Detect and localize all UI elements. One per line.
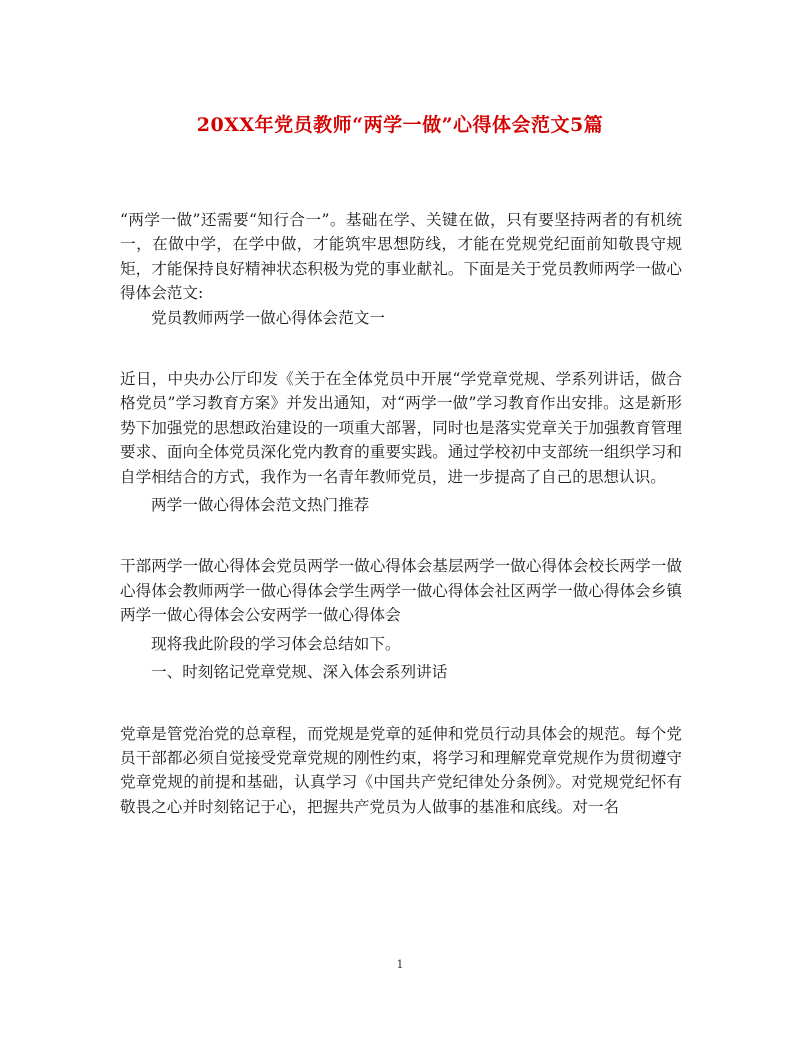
section-heading-essay-one: 党员教师两学一做心得体会范文一	[151, 308, 385, 327]
document-body	[120, 208, 682, 819]
paragraph-gap	[120, 685, 682, 722]
intro-paragraph: “两学一做”还需要“知行合一”。基础在学、关键在做，只有要坚持两者的有机统一，在做中学，在学中做，才能筑牢思想防线，才能在党规党纪面前知敬畏守规矩，才能保持良好精神状态积极为党的事业献礼。下面是关于党员教师两学一做心得体会范文:	[120, 211, 682, 303]
body-paragraph-recommendation-list: 干部两学一做心得体会党员两学一做心得体会基层两学一做心得体会校长两学一做心得体会教师两学一做心得体会学生两学一做心得体会社区两学一做心得体会乡镇两学一做心得体会公安两学一做心得体会	[120, 557, 682, 625]
section-heading-recommendations: 两学一做心得体会范文热门推荐	[151, 496, 370, 515]
summary-line: 现将我此阶段的学习体会总结如下。	[151, 634, 401, 653]
page-number: 1	[396, 958, 404, 971]
body-paragraph-party-constitution: 党章是管党治党的总章程，而党规是党章的延伸和党员行动具体会的规范。每个党员干部都必须自觉接受党章党规的刚性约束，将学习和理解党章党规作为贯彻遵守党章党规的前提和基础，认真学习《中国共产党纪律处分条例》。对党规党纪怀有敬畏之心并时刻铭记于心，把握共产党员为人做事的基准和底线。对一名	[120, 724, 682, 816]
document-title: 20XX年党员教师“两学一做”心得体会范文5篇	[196, 114, 604, 136]
body-paragraph-notice: 近日，中央办公厅印发《关于在全体党员中开展“学党章党规、学系列讲话，做合格党员”学习教育方案》并发出通知，对“两学一做”学习教育作出安排。这是新形势下加强党的思想政治建设的一项重大部署，同时也是落实党章关于加强教育管理要求、面向全体党员深化党内教育的重要实践。通过学校初中支部统一组织学习和自学相结合的方式，我作为一名青年教师党员，进一步提高了自己的思想认识。	[120, 370, 682, 486]
paragraph-gap	[120, 517, 682, 554]
paragraph-gap	[120, 330, 682, 367]
section-heading-part-one: 一、时刻铭记党章党规、深入体会系列讲话	[151, 663, 448, 682]
